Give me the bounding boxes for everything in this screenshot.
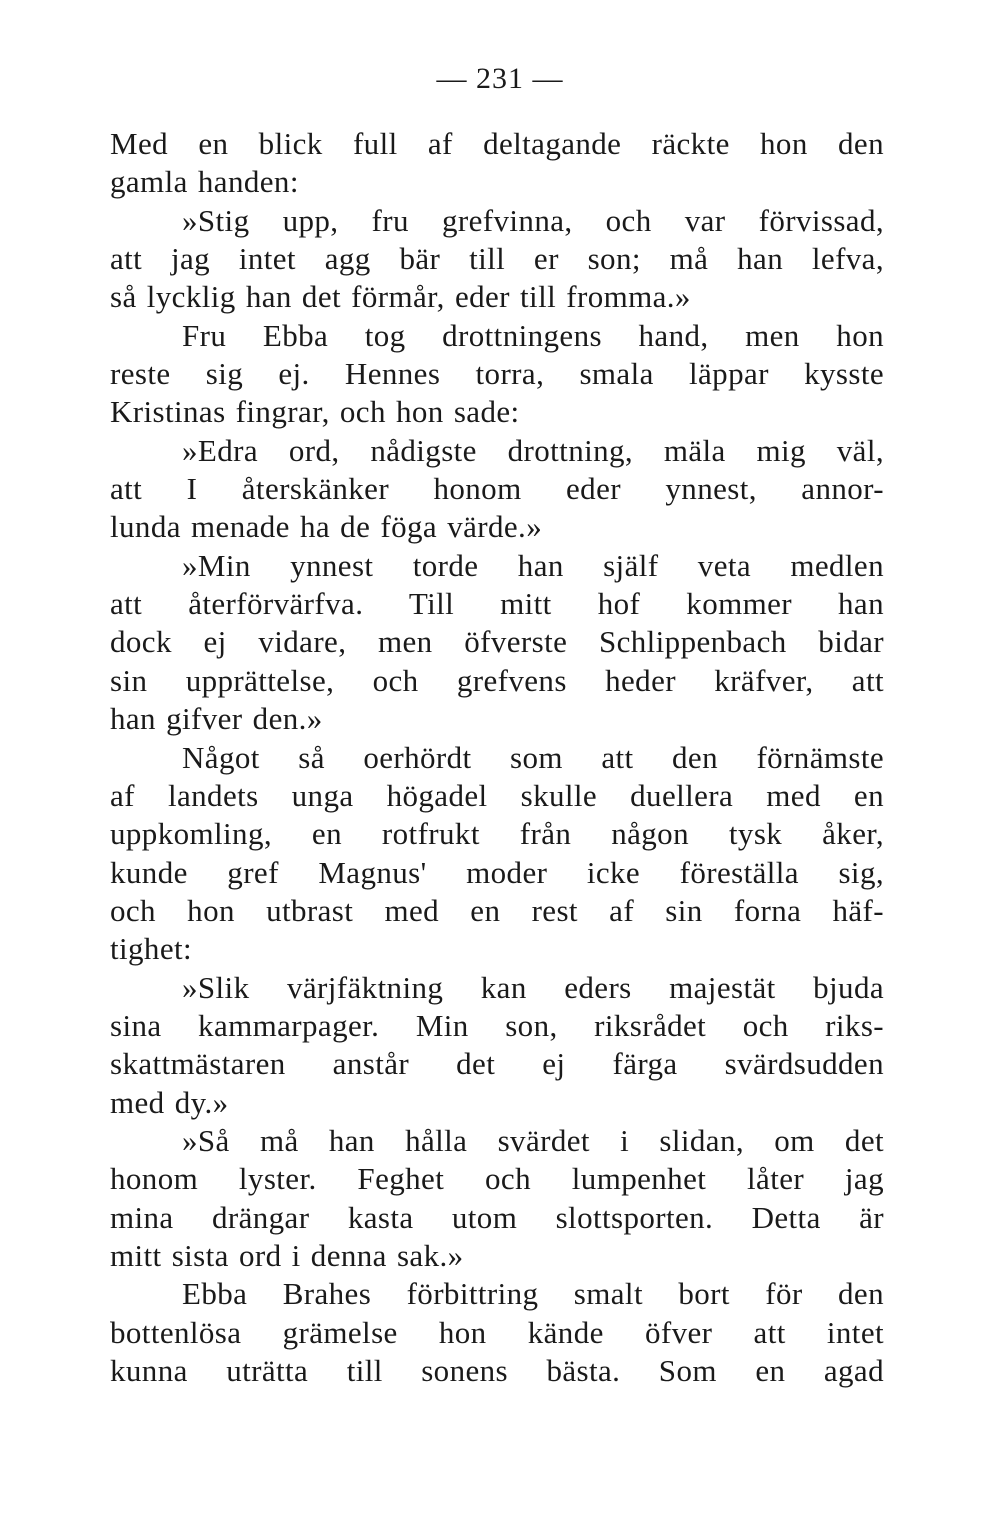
text-line: dock ej vidare, men öfverste Schlippenbach bidar [110, 624, 884, 660]
text-line: Fru Ebba tog drottningens hand, men hon [182, 317, 884, 353]
text-line: Något så oerhördt som att den förnämste [182, 739, 884, 775]
text-line: mitt sista ord i denna sak.» [110, 1237, 464, 1273]
text-line: honom lyster. Feghet och lumpenhet låter jag [110, 1161, 884, 1197]
text-line: så lycklig han det förmår, eder till fromma.» [110, 279, 691, 315]
text-line: uppkomling, en rotfrukt från någon tysk åker, [110, 816, 884, 852]
text-line: Ebba Brahes förbittring smalt bort för den [182, 1276, 884, 1312]
page-number: — 231 — [436, 62, 564, 95]
text-line: tighet: [110, 931, 193, 967]
text-line: och hon utbrast med en rest af sin forna häf- [110, 892, 884, 928]
text-line: kunna uträtta till sonens bästa. Som en agad [110, 1353, 884, 1388]
text-line: kunde gref Magnus' moder icke föreställa sig, [110, 854, 884, 890]
text-line: af landets unga högadel skulle duellera med en [110, 777, 884, 813]
text-line: att återförvärfva. Till mitt hof kommer han [110, 586, 884, 622]
text-line: »Edra ord, nådigste drottning, mäla mig väl, [182, 432, 884, 468]
text-line: bottenlösa grämelse hon kände öfver att intet [110, 1314, 884, 1350]
text-line: gamla handen: [110, 164, 299, 200]
text-line: »Så må han hålla svärdet i slidan, om det [182, 1122, 884, 1158]
text-line: »Min ynnest torde han själf veta medlen [182, 547, 884, 583]
text-line: att I återskänker honom eder ynnest, annor- [110, 471, 884, 507]
body-text [110, 125, 884, 1390]
text-line: sin upprättelse, och grefvens heder kräfver, att [110, 662, 884, 698]
text-line: Kristinas fingrar, och hon sade: [110, 394, 520, 430]
text-line: lunda menade ha de föga värde.» [110, 509, 543, 545]
text-line: med dy.» [110, 1084, 229, 1120]
text-line: han gifver den.» [110, 701, 323, 737]
text-line: »Slik värjfäktning kan eders majestät bjuda [182, 969, 884, 1005]
text-line: reste sig ej. Hennes torra, smala läppar kysste [110, 356, 884, 392]
text-line: sina kammarpager. Min son, riksrådet och riks- [110, 1007, 884, 1043]
text-line: »Stig upp, fru grefvinna, och var förvissad, [182, 202, 884, 238]
text-line: mina drängar kasta utom slottsporten. Detta är [110, 1199, 884, 1235]
text-line: att jag intet agg bär till er son; må han lefva, [110, 241, 884, 277]
text-line: skattmästaren anstår det ej färga svärdsudden [110, 1046, 884, 1082]
text-line: Med en blick full af deltagande räckte hon den [110, 126, 884, 161]
